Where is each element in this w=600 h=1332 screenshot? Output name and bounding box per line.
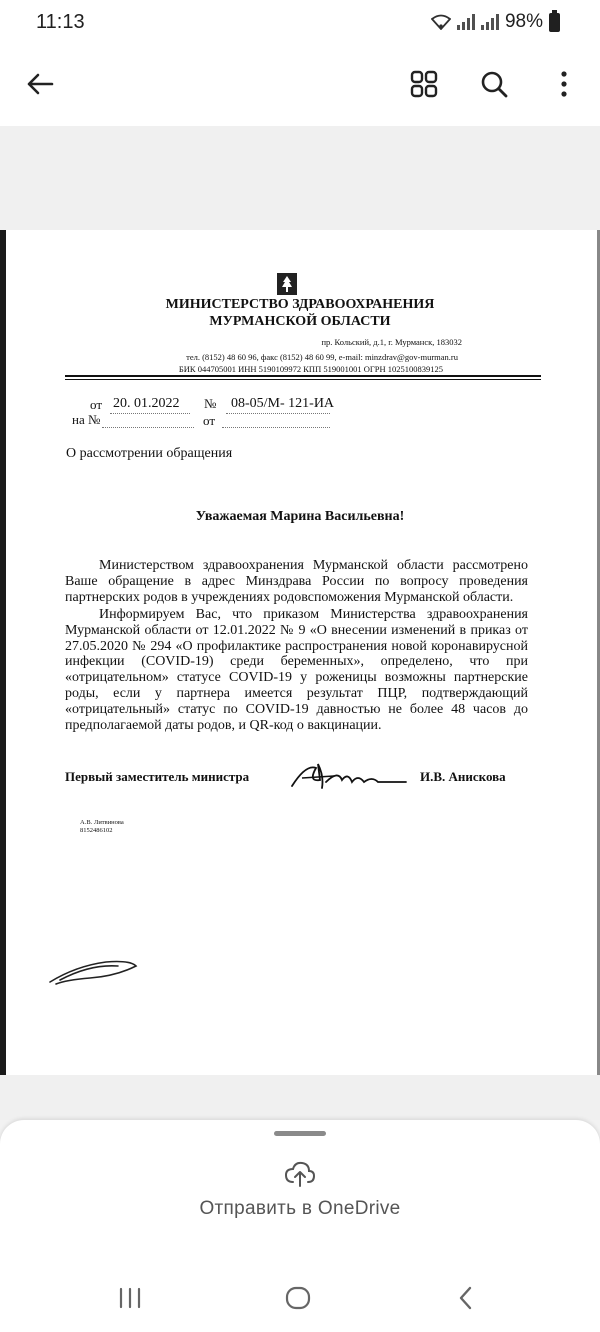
reg-date: 20. 01.2022 <box>113 396 180 411</box>
battery-percent: 98% <box>504 11 543 32</box>
sheet-drag-handle[interactable] <box>274 1131 326 1136</box>
status-time: 11:13 <box>36 11 85 33</box>
letter-subject: О рассмотрении обращения <box>66 446 233 461</box>
cloud-upload-icon[interactable] <box>284 1160 316 1188</box>
home-button[interactable] <box>278 1282 318 1314</box>
signatory-name: И.В. Анискова <box>420 769 506 784</box>
handwritten-signature <box>286 760 412 794</box>
reg-from-label: от <box>90 397 103 412</box>
chevron-left-icon <box>458 1286 474 1310</box>
back-arrow-icon <box>26 72 54 96</box>
search-button[interactable] <box>472 62 516 106</box>
status-bar <box>0 0 600 46</box>
home-icon <box>285 1286 311 1310</box>
more-vertical-icon <box>560 71 568 97</box>
ministry-address: пр. Кольский, д.1, г. Мурманск, 183032 <box>321 337 462 347</box>
letter-paragraph-2 <box>65 607 528 733</box>
header-divider-thin <box>65 379 541 380</box>
system-back-button[interactable] <box>446 1282 486 1314</box>
reg-number: 08-05/М- 121-ИА <box>231 396 335 411</box>
reply-from-label: от <box>203 413 216 428</box>
header-divider-thick <box>65 375 541 377</box>
document-page[interactable] <box>0 230 600 1075</box>
more-options-button[interactable] <box>542 62 586 106</box>
scan-edge-left <box>0 230 6 1075</box>
reply-number-line <box>102 426 194 428</box>
back-button[interactable] <box>18 62 62 106</box>
reply-date-line <box>222 426 330 428</box>
executor-name: А.В. Литвинова <box>80 819 124 826</box>
reg-date-line <box>110 412 190 414</box>
reg-number-label: № <box>204 396 217 411</box>
status-indicators <box>431 11 560 33</box>
viewer-background-top <box>0 126 600 230</box>
executor-phone: 8152486102 <box>80 827 113 834</box>
reg-number-line <box>226 412 330 414</box>
ministry-requisites: БИК 044705001 ИНН 5190109972 КПП 519001001 ОГРН 1025100839125 <box>178 364 443 374</box>
ministry-region: МУРМАНСКОЙ ОБЛАСТИ <box>209 314 391 329</box>
signal-2-icon <box>481 14 499 30</box>
ministry-contacts: тел. (8152) 48 60 96, факс (8152) 48 60 99, e-mail: minzdrav@gov-murman.ru <box>186 352 458 362</box>
viewer-background-bottom <box>0 1075 600 1120</box>
battery-icon <box>549 13 560 32</box>
recent-apps-button[interactable] <box>110 1282 150 1314</box>
app-bar <box>0 46 600 126</box>
search-icon <box>480 70 508 98</box>
recent-apps-icon <box>118 1287 142 1309</box>
wifi-icon <box>431 14 451 30</box>
paragraph-1-text: Министерством здравоохранения Мурманской области рассмотрено Ваше обращение в адрес Минздрава России по вопросу проведения партнерских родов в учреждениях родовспоможения Мурманской области. <box>65 558 528 605</box>
coat-of-arms-icon <box>276 272 298 296</box>
signatory-role: Первый заместитель министра <box>65 769 250 784</box>
reply-to-label: на № <box>72 412 101 427</box>
signal-icon <box>457 14 475 30</box>
grid-view-button[interactable] <box>402 62 446 106</box>
system-navigation-bar <box>0 1264 600 1332</box>
letter-salutation: Уважаемая Марина Васильевна! <box>195 509 405 524</box>
paragraph-2-text: Информируем Вас, что приказом Министерства здравоохранения Мурманской области от 12.01.2022 № 9 «О внесении изменений в приказ от 27.05.2020 № 294 «О профилактике распространения новой коронавирусной инфекции (COVID-19) среди беременных», определено, что при «отрицательном» статусе COVID-19 у роженицы возможны партнерские роды, если у партнера имеется результат ПЦР, подтверждающий «отрицательный» статус по COVID-19 давностью не более 48 часов до предполагаемой даты родов, и QR-код о вакцинации. <box>65 607 528 733</box>
ministry-title: МИНИСТЕРСТВО ЗДРАВООХРАНЕНИЯ <box>165 297 435 312</box>
send-to-onedrive-button[interactable]: Отправить в OneDrive <box>199 1198 401 1219</box>
bottom-sheet <box>0 1120 600 1264</box>
handwritten-mark <box>46 952 142 988</box>
grid-view-icon <box>410 70 438 98</box>
letter-paragraph-1 <box>65 558 528 605</box>
